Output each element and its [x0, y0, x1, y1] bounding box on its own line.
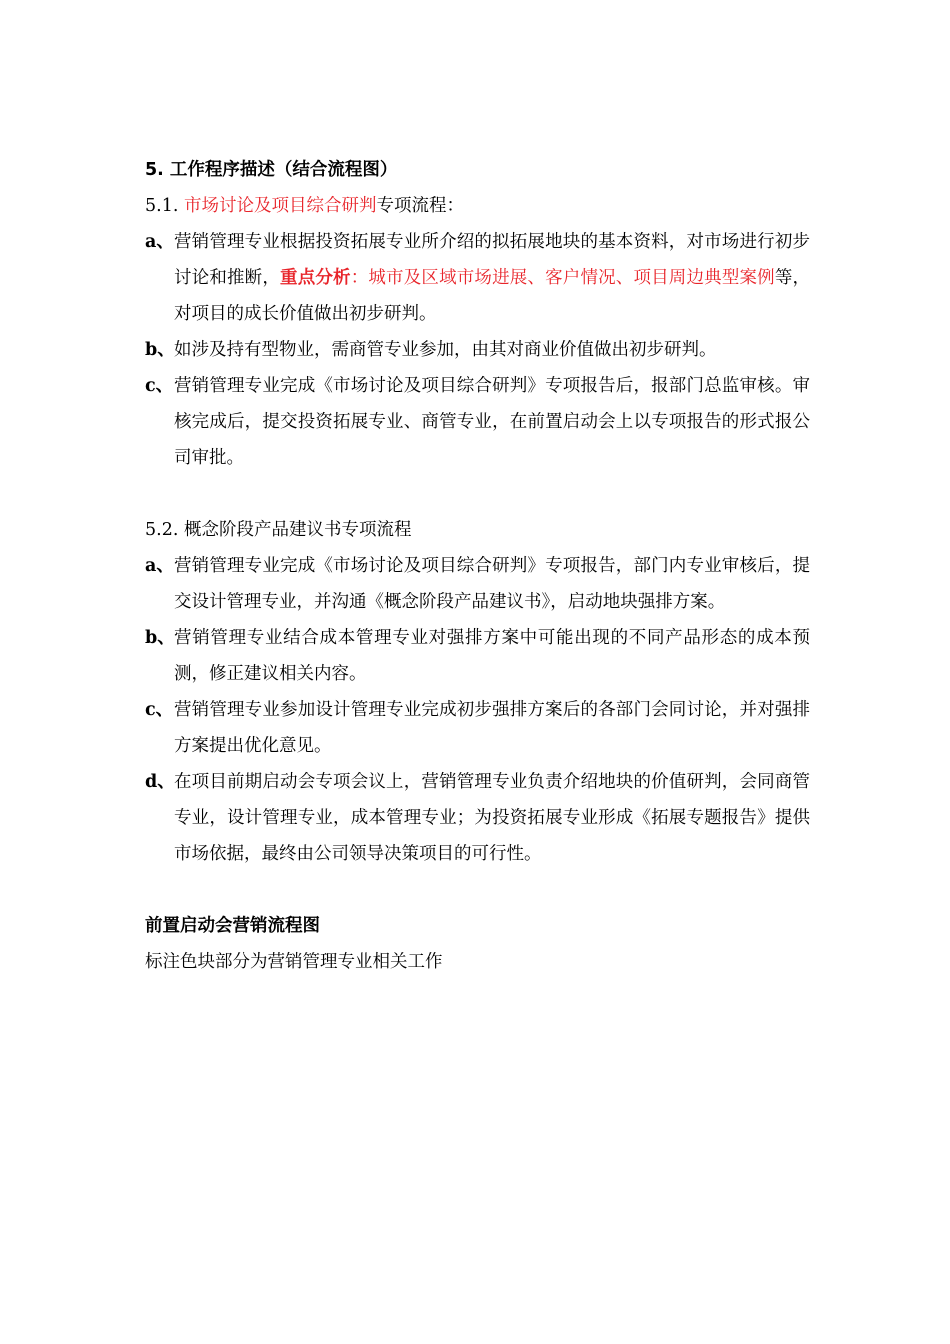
flowchart-note: 标注色块部分为营销管理专业相关工作: [145, 952, 443, 972]
list-item-5-2-c: [145, 692, 810, 764]
list-item-text: 营销管理专业完成《市场讨论及项目综合研判》专项报告后，报部门总监审核。审核完成后，提交投资拓展专业、商管专业，在前置启动会上以专项报告的形式报公司审批。: [174, 376, 810, 468]
list-marker: c、: [145, 700, 174, 720]
emphasis-text: 城市及区域市场进展、客户情况、项目周边典型案例: [368, 268, 775, 288]
emphasis-colon: ：: [350, 268, 369, 288]
section-5-1-heading: [145, 188, 810, 224]
spacer: [145, 476, 810, 512]
item-text-part: 等，对项目的成长价值做出初步研判。: [174, 268, 811, 324]
list-marker: b、: [145, 340, 175, 360]
list-item-5-2-b: [145, 620, 810, 692]
list-marker: d、: [145, 772, 175, 792]
document-page: [145, 152, 810, 980]
section-5-heading: 5. 工作程序描述（结合流程图）: [145, 160, 398, 180]
list-marker: a、: [145, 556, 174, 576]
list-item-text: 营销管理专业参加设计管理专业完成初步强排方案后的各部门会同讨论，并对强排方案提出优化意见。: [174, 700, 810, 756]
section-5-1-number: 5.1.: [145, 196, 179, 216]
list-item-5-1-c: [145, 368, 810, 476]
section-5-1-title-suffix: 专项流程：: [376, 196, 464, 216]
list-marker: a、: [145, 232, 174, 252]
list-item-text: 营销管理专业结合成本管理专业对强排方案中可能出现的不同产品形态的成本预测，修正建议相关内容。: [174, 628, 810, 684]
emphasis-label: 重点分析: [280, 268, 351, 288]
list-item-5-1-a: [145, 224, 810, 332]
list-item-text: 营销管理专业完成《市场讨论及项目综合研判》专项报告，部门内专业审核后，提交设计管理专业，并沟通《概念阶段产品建议书》，启动地块强排方案。: [174, 556, 810, 612]
list-item-5-1-b: [145, 332, 810, 368]
flowchart-heading: 前置启动会营销流程图: [145, 916, 320, 936]
list-marker: c、: [145, 376, 174, 396]
list-item-text: [174, 224, 810, 332]
item-text-part: 营销管理专业根据投资拓展专业所介绍的拟拓展地块的基本资料，对市场进行初步讨论和推断，: [174, 232, 810, 288]
list-item-text: 在项目前期启动会专项会议上，营销管理专业负责介绍地块的价值研判，会同商管专业，设计管理专业，成本管理专业；为投资拓展专业形成《拓展专题报告》提供市场依据，最终由公司领导决策项目的可行性。: [174, 772, 810, 864]
list-item-text: 如涉及持有型物业，需商管专业参加，由其对商业价值做出初步研判。: [174, 340, 717, 360]
list-item-5-2-a: [145, 548, 810, 620]
section-5-1-title-highlight: 市场讨论及项目综合研判: [183, 196, 377, 216]
list-item-5-2-d: [145, 764, 810, 872]
list-marker: b、: [145, 628, 175, 648]
section-5-2-heading: 5.2. 概念阶段产品建议书专项流程: [145, 520, 412, 540]
spacer: [145, 872, 810, 908]
